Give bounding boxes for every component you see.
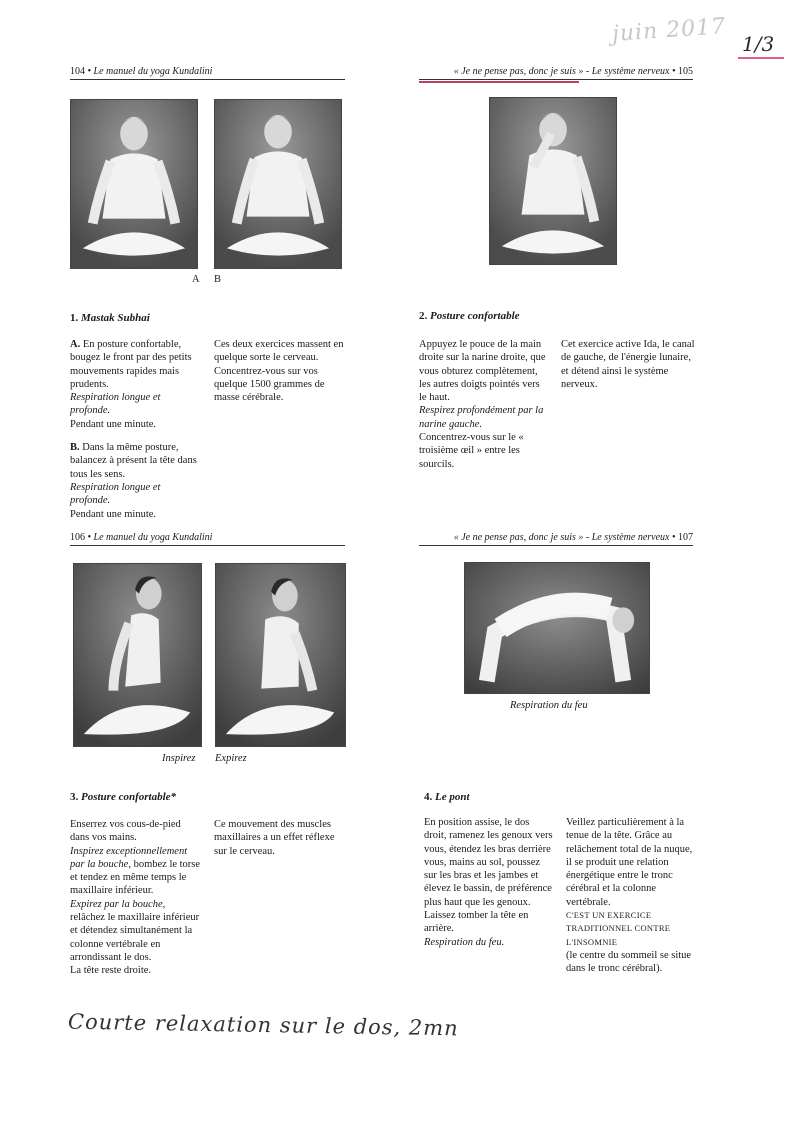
exercise-3-title: 3. Posture confortable*: [70, 791, 177, 803]
page-header-106: 106 • Le manuel du yoga Kundalini: [70, 532, 345, 546]
photo-bridge-pose: [464, 562, 650, 694]
exercise-1-notes: Ces deux exercices massent en quelque sorte le cerveau. Concentrez-vous sur vos quelque 1500 grammes de masse cérébrale.: [214, 339, 344, 404]
page-header-title: Le manuel du yoga Kundalini: [93, 66, 213, 77]
page-number: 105: [678, 66, 693, 77]
exercise-1-part-a: A. En posture confortable, bougez le front par des petits mouvements rapides mais prudents. Respiration longue et profonde. Pendant une minute.: [70, 339, 192, 430]
page-number: 106: [70, 532, 85, 543]
exercise-4-notes: Veillez particulièrement à la tenue de la tête. Grâce au relâchement total de la nuque, il se produit une relation énergétique entre le tronc cérébral et la colonne vertébrale. C'EST UN EXERCICE TRADITIONNEL CONTRE L'INSOMNIE (le centre du sommeil se situe dans le tronc cérébral).: [566, 817, 693, 975]
exercise-3-instructions: Enserrez vos cous-de-pied dans vos mains. Inspirez exceptionnellement par la bouche, bombez le torse et tendez en même temps le maxillaire inférieur. Expirez par la bouche, relâchez le maxillaire inférieur et détendez simultanément la colonne vertébrale en arrondissant le dos. La tête reste droite.: [70, 819, 201, 977]
exercise-1-title: 1. Mastak Subhai: [70, 312, 150, 324]
page-number: 104: [70, 66, 85, 77]
photo-nostril-breathing: [489, 97, 617, 265]
handwritten-note: Courte relaxation sur le dos, 2mn: [67, 1009, 459, 1041]
handwritten-underline: [738, 57, 784, 59]
photo-mastak-subhai-a: [70, 99, 198, 269]
handwritten-date: juin 2017: [611, 14, 727, 47]
exercise-2-instructions: Appuyez le pouce de la main droite sur la narine droite, que vous obturez complètement, les autres doigts pointés vers le haut. Respirez profondément par la narine gauche. Concentrez-vous sur le « troisième œil » entre les sourcils.: [419, 339, 546, 470]
page-header-title: Le manuel du yoga Kundalini: [93, 532, 213, 543]
photo-caption-exhale: Expirez: [215, 753, 247, 764]
exercise-2-title: 2. Posture confortable: [419, 310, 520, 322]
handwritten-page-number: 1/3: [742, 32, 775, 56]
photo-exhale: [215, 563, 346, 747]
exercise-1-part-b: B. Dans la même posture, balancez à présent la tête dans tous les sens. Respiration longue et profonde. Pendant une minute.: [70, 442, 197, 520]
page-header-title: « Je ne pense pas, donc je suis » - Le système nerveux: [453, 66, 670, 77]
exercise-4-title: 4. Le pont: [424, 791, 470, 803]
page-number: 107: [678, 532, 693, 543]
photo-inhale: [73, 563, 202, 747]
photo-caption-inhale: Inspirez: [162, 753, 196, 764]
exercise-4-instructions: En position assise, le dos droit, ramenez les genoux vers vous, étendez les bras derrière vous, mains au sol, poussez sur les bras et les jambes et élevez le bassin, de préférence plus haut que les genoux. Laissez tomber la tête en arrière. Respiration du feu.: [424, 817, 553, 948]
exercise-1-instructions: [70, 338, 200, 531]
photo-caption-fire-breath: Respiration du feu: [510, 700, 588, 711]
page-header-title: « Je ne pense pas, donc je suis » - Le système nerveux: [453, 532, 670, 543]
page-header-107: « Je ne pense pas, donc je suis » - Le système nerveux • 107: [419, 532, 693, 546]
exercise-3-notes: Ce mouvement des muscles maxillaires a un effet réflexe sur le cerveau.: [214, 819, 335, 857]
exercise-2-notes: Cet exercice active Ida, le canal de gauche, de l'énergie lunaire, et détend ainsi le système nerveux.: [561, 339, 695, 390]
photo-caption-b: B: [214, 274, 222, 285]
pen-underline: [419, 81, 579, 83]
page-header-104: 104 • Le manuel du yoga Kundalini: [70, 66, 345, 80]
photo-mastak-subhai-b: [214, 99, 342, 269]
photo-caption-a: A: [192, 274, 200, 285]
page-header-105: « Je ne pense pas, donc je suis » - Le système nerveux • 105: [419, 66, 693, 80]
